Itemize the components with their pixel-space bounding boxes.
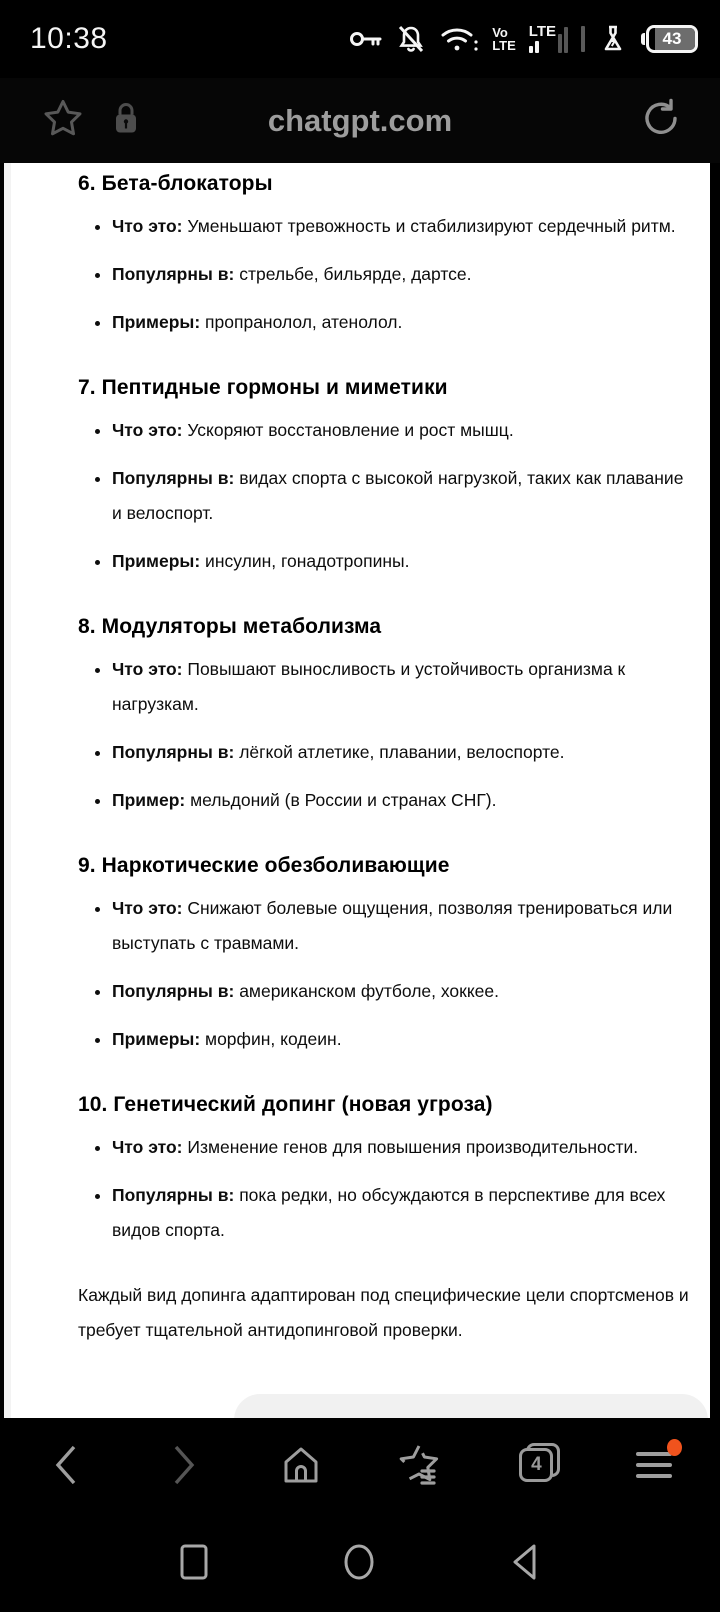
list-item bbox=[112, 652, 696, 722]
list-item bbox=[112, 974, 696, 1009]
bullet-label: Популярны в: bbox=[112, 1185, 235, 1205]
tabs-button[interactable] bbox=[506, 1435, 566, 1495]
battery-icon bbox=[641, 25, 698, 53]
bullet-text: американском футболе, хоккее. bbox=[239, 981, 500, 1001]
bullet-label: Что это: bbox=[112, 659, 183, 679]
bullet-label: Пример: bbox=[112, 790, 186, 810]
home-button[interactable] bbox=[271, 1435, 331, 1495]
list-item bbox=[112, 544, 696, 579]
tab-count: 4 bbox=[519, 1448, 553, 1482]
url-bar[interactable]: chatgpt.com bbox=[267, 102, 453, 138]
battery-percent: 43 bbox=[662, 29, 682, 48]
list-item bbox=[112, 461, 696, 531]
status-icons bbox=[349, 24, 698, 54]
section-list bbox=[78, 891, 696, 1057]
section-heading: 9. Наркотические обезболивающие bbox=[78, 854, 450, 877]
list-item bbox=[112, 209, 696, 244]
section-list bbox=[78, 652, 696, 818]
bullet-text: пока редки, но обсуждаются в перспективе для всех видов спорта. bbox=[112, 1185, 666, 1240]
bullet-label: Популярны в: bbox=[112, 264, 235, 284]
assistant-message-continued bbox=[11, 172, 710, 1348]
bullet-label: Популярны в: bbox=[112, 981, 235, 1001]
section-list bbox=[78, 209, 696, 340]
section-list bbox=[78, 1130, 696, 1248]
list-item bbox=[112, 1130, 696, 1165]
sim2-signal-icon bbox=[581, 26, 585, 52]
closing-paragraph: Каждый вид допинга адаптирован под специфические цели спортсменов и требует тщательной антидопинговой проверки. bbox=[78, 1285, 689, 1340]
bullet-text: стрельбе, бильярде, дартсе. bbox=[239, 264, 472, 284]
back-button[interactable] bbox=[36, 1435, 96, 1495]
bullet-label: Популярны в: bbox=[112, 468, 235, 488]
bullet-label: Примеры: bbox=[112, 551, 201, 571]
volte-line2: LTE bbox=[492, 38, 516, 53]
bullet-label: Что это: bbox=[112, 420, 183, 440]
bullet-label: Примеры: bbox=[112, 312, 201, 332]
list-item bbox=[112, 735, 696, 770]
list-item bbox=[112, 305, 696, 340]
status-bar bbox=[0, 0, 720, 78]
bullet-text: Ускоряют восстановление и рост мышц. bbox=[187, 420, 514, 440]
list-item bbox=[112, 1022, 696, 1057]
clock: 10:38 bbox=[30, 22, 108, 55]
bullet-text: мельдоний (в России и странах СНГ). bbox=[190, 790, 497, 810]
bullet-text: видах спорта с высокой нагрузкой, таких как плавание и велоспорт. bbox=[112, 468, 684, 523]
section-list bbox=[78, 413, 696, 579]
webpage-content bbox=[4, 163, 710, 1418]
home-pill-button[interactable] bbox=[339, 1540, 379, 1584]
bullet-text: Уменьшают тревожность и стабилизируют сердечный ритм. bbox=[187, 216, 676, 236]
bullet-label: Популярны в: bbox=[112, 742, 235, 762]
wifi-icon bbox=[439, 24, 479, 54]
bullet-text: морфин, кодеин. bbox=[205, 1029, 342, 1049]
bookmarks-button[interactable] bbox=[389, 1435, 449, 1495]
menu-button[interactable] bbox=[624, 1435, 684, 1495]
bullet-label: Что это: bbox=[112, 1137, 183, 1157]
user-message-bubble bbox=[234, 1394, 708, 1418]
section-heading: 10. Генетический допинг (новая угроза) bbox=[78, 1093, 493, 1116]
section-heading: 8. Модуляторы метаболизма bbox=[78, 615, 382, 638]
list-item bbox=[112, 783, 696, 818]
list-item bbox=[112, 413, 696, 448]
bullet-label: Что это: bbox=[112, 898, 183, 918]
list-item bbox=[112, 891, 696, 961]
list-item bbox=[112, 257, 696, 292]
bullet-label: Примеры: bbox=[112, 1029, 201, 1049]
bullet-text: пропранолол, атенолол. bbox=[205, 312, 403, 332]
bullet-text: лёгкой атлетике, плавании, велоспорте. bbox=[239, 742, 565, 762]
notifications-off-icon bbox=[396, 24, 426, 54]
vpn-key-icon bbox=[349, 24, 383, 54]
bullet-label: Что это: bbox=[112, 216, 183, 236]
menu-notification-dot bbox=[667, 1439, 682, 1456]
forward-button[interactable] bbox=[154, 1435, 214, 1495]
refresh-icon[interactable] bbox=[638, 95, 684, 146]
assistant-sections bbox=[78, 172, 696, 1248]
bullet-text: Повышают выносливость и устойчивость организма к нагрузкам. bbox=[112, 659, 626, 714]
volte-indicator bbox=[492, 26, 516, 52]
bullet-text: Изменение генов для повышения производительности. bbox=[187, 1137, 639, 1157]
bullet-text: Снижают болевые ощущения, позволяя тренироваться или выступать с травмами. bbox=[112, 898, 673, 953]
browser-navigation-bar bbox=[0, 1418, 720, 1512]
lte-signal-icon bbox=[529, 25, 568, 53]
bullet-text: инсулин, гонадотропины. bbox=[205, 551, 410, 571]
browser-toolbar bbox=[0, 78, 720, 163]
system-navigation-bar bbox=[0, 1512, 720, 1612]
flask-icon bbox=[598, 24, 628, 54]
volte-line1: Vo bbox=[492, 25, 508, 40]
user-message-row bbox=[11, 1348, 710, 1418]
list-item bbox=[112, 1178, 696, 1248]
section-heading: 6. Бета-блокаторы bbox=[78, 172, 273, 195]
section-heading: 7. Пептидные гормоны и миметики bbox=[78, 376, 448, 399]
back-triangle-button[interactable] bbox=[505, 1540, 545, 1584]
lte-label: LTE bbox=[528, 23, 556, 40]
recents-button[interactable] bbox=[175, 1541, 213, 1583]
